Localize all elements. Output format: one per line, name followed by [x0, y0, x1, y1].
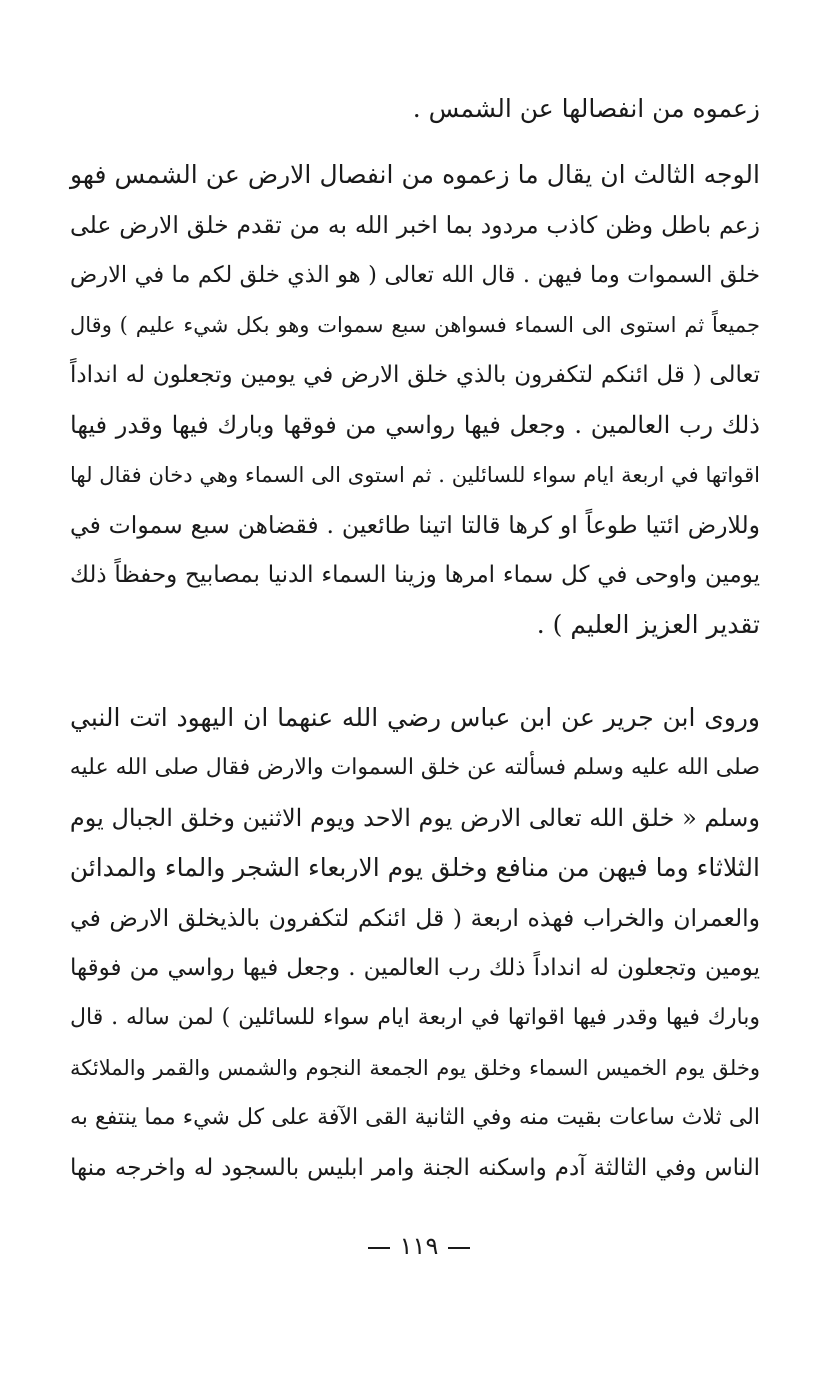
text-line: وللارض ائتيا طوعاً او كرها قالتا اتينا طائعين . فقضاهن سبع سموات في [70, 511, 760, 539]
text-line: زعم باطل وظن كاذب مردود بما اخبر الله به من تقدم خلق الارض على [70, 211, 760, 239]
text-line: يومين وتجعلون له انداداً ذلك رب العالمين . وجعل فيها رواسي من فوقها [70, 955, 760, 981]
dash-divider [368, 1247, 390, 1249]
text-line: جميعاً ثم استوى الى السماء فسواهن سبع سموات وهو بكل شيء عليم ) وقال [70, 313, 760, 337]
paragraph-third-aspect [70, 150, 760, 650]
text-line: ذلك رب العالمين . وجعل فيها رواسي من فوقها وبارك فيها وقدر فيها [70, 411, 760, 439]
text-line: زعموه من انفصالها عن الشمس . [412, 94, 760, 123]
text-line: وبارك فيها وقدر فيها اقواتها في اربعة ايام سواء للسائلين ) لمن ساله . قال [70, 1005, 760, 1030]
paragraph-continuation [70, 84, 760, 134]
text-line: الثلاثاء وما فيهن من منافع وخلق يوم الاربعاء الشجر والماء والمدائن [69, 853, 760, 882]
text-line: اقواتها في اربعة ايام سواء للسائلين . ثم استوى الى السماء وهي دخان فقال لها [70, 463, 760, 487]
text-line: تقدير العزيز العليم ) . [536, 610, 760, 639]
text-line: خلق السموات وما فيهن . قال الله تعالى ( هو الذي خلق لكم ما في الارض [70, 262, 760, 288]
text-line: يومين واوحى في كل سماء امرها وزينا السماء الدنيا بمصابيح وحفظاً ذلك [70, 562, 760, 588]
page-footer [0, 1232, 838, 1260]
paragraph-ibn-jarir-narration [70, 693, 760, 1193]
text-line: تعالى ( قل ائنكم لتكفرون بالذي خلق الارض في يومين وتجعلون له انداداً [70, 362, 760, 388]
text-line: والعمران والخراب فهذه اربعة ( قل ائنكم لتكفرون بالذيخلق الارض في [70, 904, 760, 932]
text-line: وسلم « خلق الله تعالى الارض يوم الاحد ويوم الاثنين وخلق الجبال يوم [69, 804, 760, 832]
text-line: الى ثلاث ساعات بقيت منه وفي الثانية القى الآفة على كل شيء مما ينتفع به [70, 1105, 760, 1130]
dash-divider [448, 1247, 470, 1249]
page-number: ١١٩ [399, 1232, 439, 1260]
text-line: صلى الله عليه وسلم فسألته عن خلق السموات والارض فقال صلى الله عليه [69, 755, 760, 780]
text-line: الناس وفي الثالثة آدم واسكنه الجنة وامر ابليس بالسجود له واخرجه منها [70, 1155, 760, 1181]
text-line: الوجه الثالث ان يقال ما زعموه من انفصال الارض عن الشمس فهو [70, 160, 760, 189]
text-line: وروى ابن جرير عن ابن عباس رضي الله عنهما ان اليهود اتت النبي [70, 703, 760, 732]
text-line: وخلق يوم الخميس السماء وخلق يوم الجمعة النجوم والشمس والقمر والملائكة [70, 1056, 760, 1080]
